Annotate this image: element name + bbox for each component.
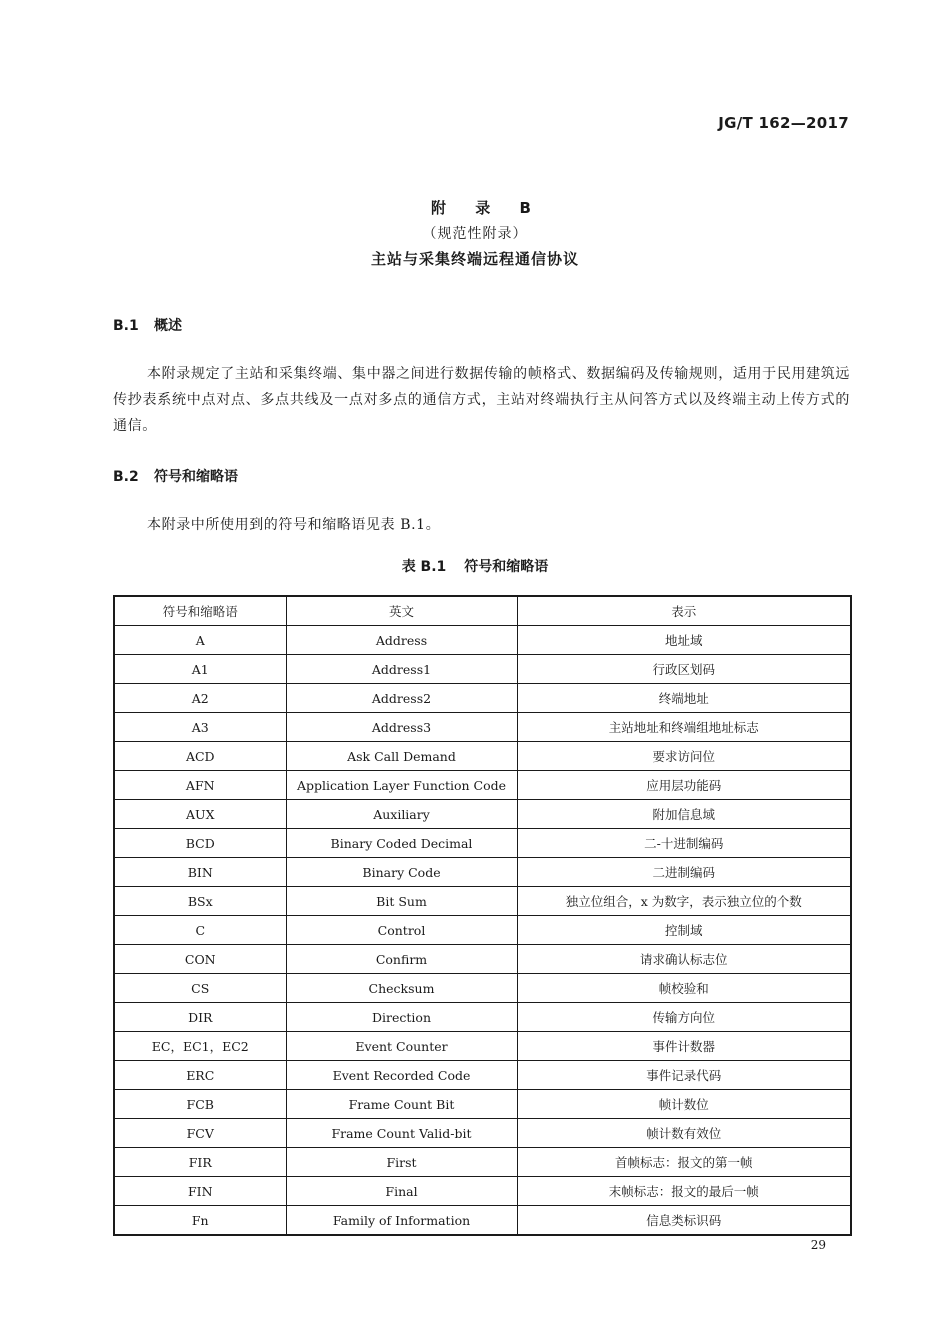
table-row (114, 684, 851, 713)
cell-symbol: FCB (114, 1090, 286, 1119)
cell-symbol: DIR (114, 1003, 286, 1032)
table-row (114, 974, 851, 1003)
appendix-name: 主站与采集终端远程通信协议 (370, 250, 579, 268)
cell-english: Confirm (286, 945, 517, 974)
cell-english: First (286, 1148, 517, 1177)
cell-meaning: 主站地址和终端组地址标志 (517, 713, 851, 742)
cell-english: Control (286, 916, 517, 945)
cell-symbol: BIN (114, 858, 286, 887)
cell-meaning: 传输方向位 (517, 1003, 851, 1032)
symbols-table (113, 595, 852, 1236)
cell-meaning: 帧校验和 (517, 974, 851, 1003)
cell-meaning: 信息类标识码 (517, 1206, 851, 1236)
cell-meaning: 独立位组合，x 为数字，表示独立位的个数 (517, 887, 851, 916)
cell-meaning: 控制域 (517, 916, 851, 945)
table-row (114, 742, 851, 771)
cell-english: Family of Information (286, 1206, 517, 1236)
cell-symbol: CS (114, 974, 286, 1003)
cell-meaning: 末帧标志：报文的最后一帧 (517, 1177, 851, 1206)
cell-english: Binary Code (286, 858, 517, 887)
cell-meaning: 行政区划码 (517, 655, 851, 684)
cell-symbol: FCV (114, 1119, 286, 1148)
table-row (114, 800, 851, 829)
cell-symbol: FIR (114, 1148, 286, 1177)
table-row (114, 1206, 851, 1236)
cell-meaning: 帧计数有效位 (517, 1119, 851, 1148)
cell-meaning: 事件记录代码 (517, 1061, 851, 1090)
table-row (114, 1032, 851, 1061)
table-row (114, 1177, 851, 1206)
section-number: B.1 (113, 318, 139, 334)
cell-english: Checksum (286, 974, 517, 1003)
table-row (114, 916, 851, 945)
cell-symbol: ACD (114, 742, 286, 771)
page-number: 29 (810, 1238, 826, 1252)
cell-meaning: 地址域 (517, 626, 851, 655)
cell-symbol: Fn (114, 1206, 286, 1236)
cell-meaning: 二-十进制编码 (517, 829, 851, 858)
cell-english: Binary Coded Decimal (286, 829, 517, 858)
section-heading-b2 (113, 466, 238, 486)
cell-symbol: CON (114, 945, 286, 974)
table-body (114, 626, 851, 1236)
table-header-row (114, 596, 851, 626)
cell-symbol: A2 (114, 684, 286, 713)
cell-symbol: C (114, 916, 286, 945)
cell-english: Auxiliary (286, 800, 517, 829)
section-paragraph-b2: 本附录中所使用到的符号和缩略语见表 B.1。 (147, 517, 441, 533)
cell-meaning: 帧计数位 (517, 1090, 851, 1119)
cell-meaning: 首帧标志：报文的第一帧 (517, 1148, 851, 1177)
section-heading-b1 (113, 315, 182, 335)
cell-meaning: 应用层功能码 (517, 771, 851, 800)
cell-symbol: A3 (114, 713, 286, 742)
table-row (114, 1148, 851, 1177)
section-number: B.2 (113, 469, 139, 485)
cell-english: Frame Count Valid-bit (286, 1119, 517, 1148)
cell-symbol: FIN (114, 1177, 286, 1206)
section-paragraph-b1: 本附录规定了主站和采集终端、集中器之间进行数据传输的帧格式、数据编码及传输规则，适用于民用建筑远传抄表系统中点对点、多点共线及一点对多点的通信方式，主站对终端执行主从问答方式以及终端主动上传方式的通信。 (113, 366, 850, 434)
cell-meaning: 请求确认标志位 (517, 945, 851, 974)
table-caption-number: 表 B.1 (401, 559, 447, 575)
cell-english: Event Recorded Code (286, 1061, 517, 1090)
table-row (114, 713, 851, 742)
cell-meaning: 事件计数器 (517, 1032, 851, 1061)
cell-symbol: AUX (114, 800, 286, 829)
cell-symbol: ERC (114, 1061, 286, 1090)
cell-meaning: 二进制编码 (517, 858, 851, 887)
table-row (114, 829, 851, 858)
cell-english: Event Counter (286, 1032, 517, 1061)
cell-english: Application Layer Function Code (286, 771, 517, 800)
standard-code: JG/T 162—2017 (718, 114, 849, 132)
cell-english: Address1 (286, 655, 517, 684)
header-meaning: 表示 (517, 596, 851, 626)
cell-english: Address3 (286, 713, 517, 742)
header-symbol: 符号和缩略语 (114, 596, 286, 626)
table-row (114, 771, 851, 800)
cell-meaning: 附加信息域 (517, 800, 851, 829)
table-row (114, 1061, 851, 1090)
table-row (114, 626, 851, 655)
cell-symbol: A1 (114, 655, 286, 684)
table-row (114, 655, 851, 684)
table-caption (0, 556, 950, 576)
cell-meaning: 要求访问位 (517, 742, 851, 771)
cell-meaning: 终端地址 (517, 684, 851, 713)
table-caption-title: 符号和缩略语 (464, 559, 549, 575)
cell-english: Final (286, 1177, 517, 1206)
appendix-title: 附 录 B (431, 199, 543, 217)
cell-symbol: BSx (114, 887, 286, 916)
table-row (114, 1119, 851, 1148)
table-row (114, 945, 851, 974)
cell-english: Frame Count Bit (286, 1090, 517, 1119)
table-row (114, 887, 851, 916)
cell-english: Direction (286, 1003, 517, 1032)
cell-english: Bit Sum (286, 887, 517, 916)
appendix-type: （规范性附录） (422, 226, 528, 242)
table-row (114, 1003, 851, 1032)
cell-english: Ask Call Demand (286, 742, 517, 771)
cell-symbol: BCD (114, 829, 286, 858)
section-title: 符号和缩略语 (154, 469, 238, 485)
cell-english: Address2 (286, 684, 517, 713)
cell-symbol: AFN (114, 771, 286, 800)
cell-symbol: A (114, 626, 286, 655)
table-row (114, 1090, 851, 1119)
header-english: 英文 (286, 596, 517, 626)
cell-english: Address (286, 626, 517, 655)
cell-symbol: EC，EC1，EC2 (114, 1032, 286, 1061)
table-row (114, 858, 851, 887)
section-title: 概述 (154, 318, 182, 334)
